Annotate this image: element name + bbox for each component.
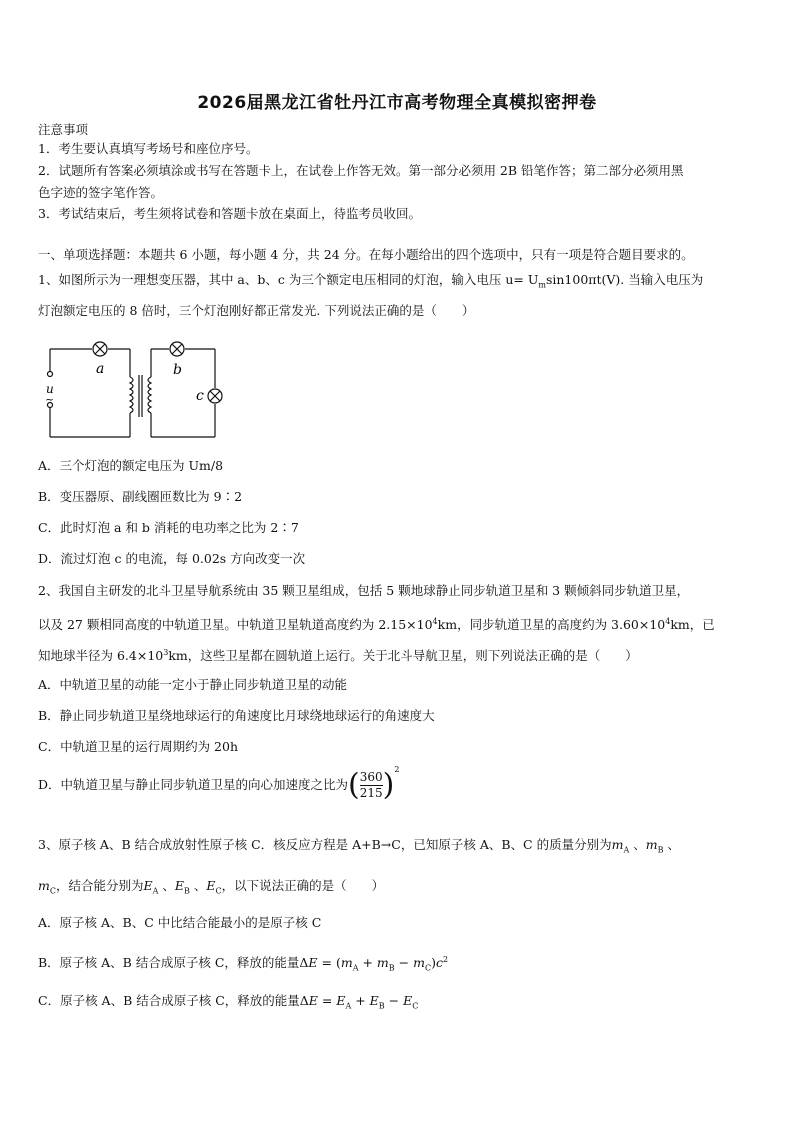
label-lamp-c: c <box>196 388 204 404</box>
q3-stem-line1: 3、原子核 A、B 结合成放射性原子核 C．核反应方程是 A+B→C，已知原子核 A、B、C 的质量分别为$m_A$ 、$m_B$ 、 <box>38 837 680 855</box>
q2-stem-line3: 知地球半径为 $6.4\times 10^3km$，这些卫星都在圆轨道上运行。关于北斗导航卫星，则下列说法正确的是（ ） <box>38 648 638 664</box>
fraction: $\frac{360}{215}$ <box>359 770 383 800</box>
q3-option-b: B．原子核 A、B 结合成原子核 C，释放的能量$\Delta E = (m_A + m_B - m_C)c^2$ <box>38 955 449 973</box>
q1-option-a: A．三个灯泡的额定电压为 Um/8 <box>38 458 224 473</box>
q2-option-d: D．中轨道卫星与静止同步轨道卫星的向心加速度之比为( $\frac{360}{215}$ )$^2$ <box>38 764 400 803</box>
q1-option-b: B．变压器原、副线圈匝数比为 9∶2 <box>38 489 243 504</box>
notice-item-2-cont: 色字迹的签字笔作答。 <box>38 185 164 200</box>
label-u: u <box>46 382 54 396</box>
q1-option-d: D．流过灯泡 c 的电流，每 0.02s 方向改变一次 <box>38 551 306 566</box>
notice-item-2: 2．试题所有答案必须填涂或书写在答题卡上，在试卷上作答无效。第一部分必须用 2B 铅笔作答；第二部分必须用黑 <box>38 163 684 178</box>
q2-option-c: C．中轨道卫星的运行周期约为 20h <box>38 739 238 754</box>
q1-option-c: C．此时灯泡 a 和 b 消耗的电功率之比为 2∶7 <box>38 520 299 535</box>
label-lamp-a: a <box>96 361 105 377</box>
q3-stem-line2: $m_C$，结合能分别为$E_A$ 、$E_B$ 、$E_C$，以下说法正确的是（ ） <box>38 878 385 896</box>
transformer-circuit-diagram <box>40 337 230 452</box>
label-ac-tilde: ~ <box>45 393 55 406</box>
q2-stem-line1: 2、我国自主研发的北斗卫星导航系统由 35 颗卫星组成，包括 5 颗地球静止同步轨道卫星和 3 颗倾斜同步轨道卫星， <box>38 583 690 598</box>
q1-stem-line1: 1、如图所示为一理想变压器，其中 a、b、c 为三个额定电压相同的灯泡，输入电压 $u= U_m\sin 100\pi t(V)$. 当输入电压为 <box>38 272 704 290</box>
notice-item-1: 1．考生要认真填写考场号和座位序号。 <box>38 141 259 156</box>
q1-stem-line2: 灯泡额定电压的 8 倍时，三个灯泡刚好都正常发光. 下列说法正确的是（ ） <box>38 303 475 318</box>
q2-option-a: A．中轨道卫星的动能一定小于静止同步轨道卫星的动能 <box>38 677 348 692</box>
q3-option-c: C．原子核 A、B 结合成原子核 C，释放的能量$\Delta E = E_A + E_B - E_C$ <box>38 993 419 1011</box>
q2-stem-line2: 以及 27 颗相同高度的中轨道卫星。中轨道卫星轨道高度约为 $2.15\times 10^4km$，同步轨道卫星的高度约为 $3.60\times 10^4km$，已 <box>38 617 715 633</box>
section-heading: 一、单项选择题：本题共 6 小题，每小题 4 分，共 24 分。在每小题给出的四个选项中，只有一项是符合题目要求的。 <box>38 247 694 262</box>
label-lamp-b: b <box>173 362 182 378</box>
notice-item-3: 3．考试结束后，考生须将试卷和答题卡放在桌面上，待监考员收回。 <box>38 206 421 221</box>
q3-option-a: A．原子核 A、B、C 中比结合能最小的是原子核 C <box>38 915 322 930</box>
page-title: 2026届黑龙江省牡丹江市高考物理全真模拟密押卷 <box>197 93 597 113</box>
notice-heading: 注意事项 <box>38 122 89 137</box>
q2-option-b: B．静止同步轨道卫星绕地球运行的角速度比月球绕地球运行的角速度大 <box>38 708 435 723</box>
